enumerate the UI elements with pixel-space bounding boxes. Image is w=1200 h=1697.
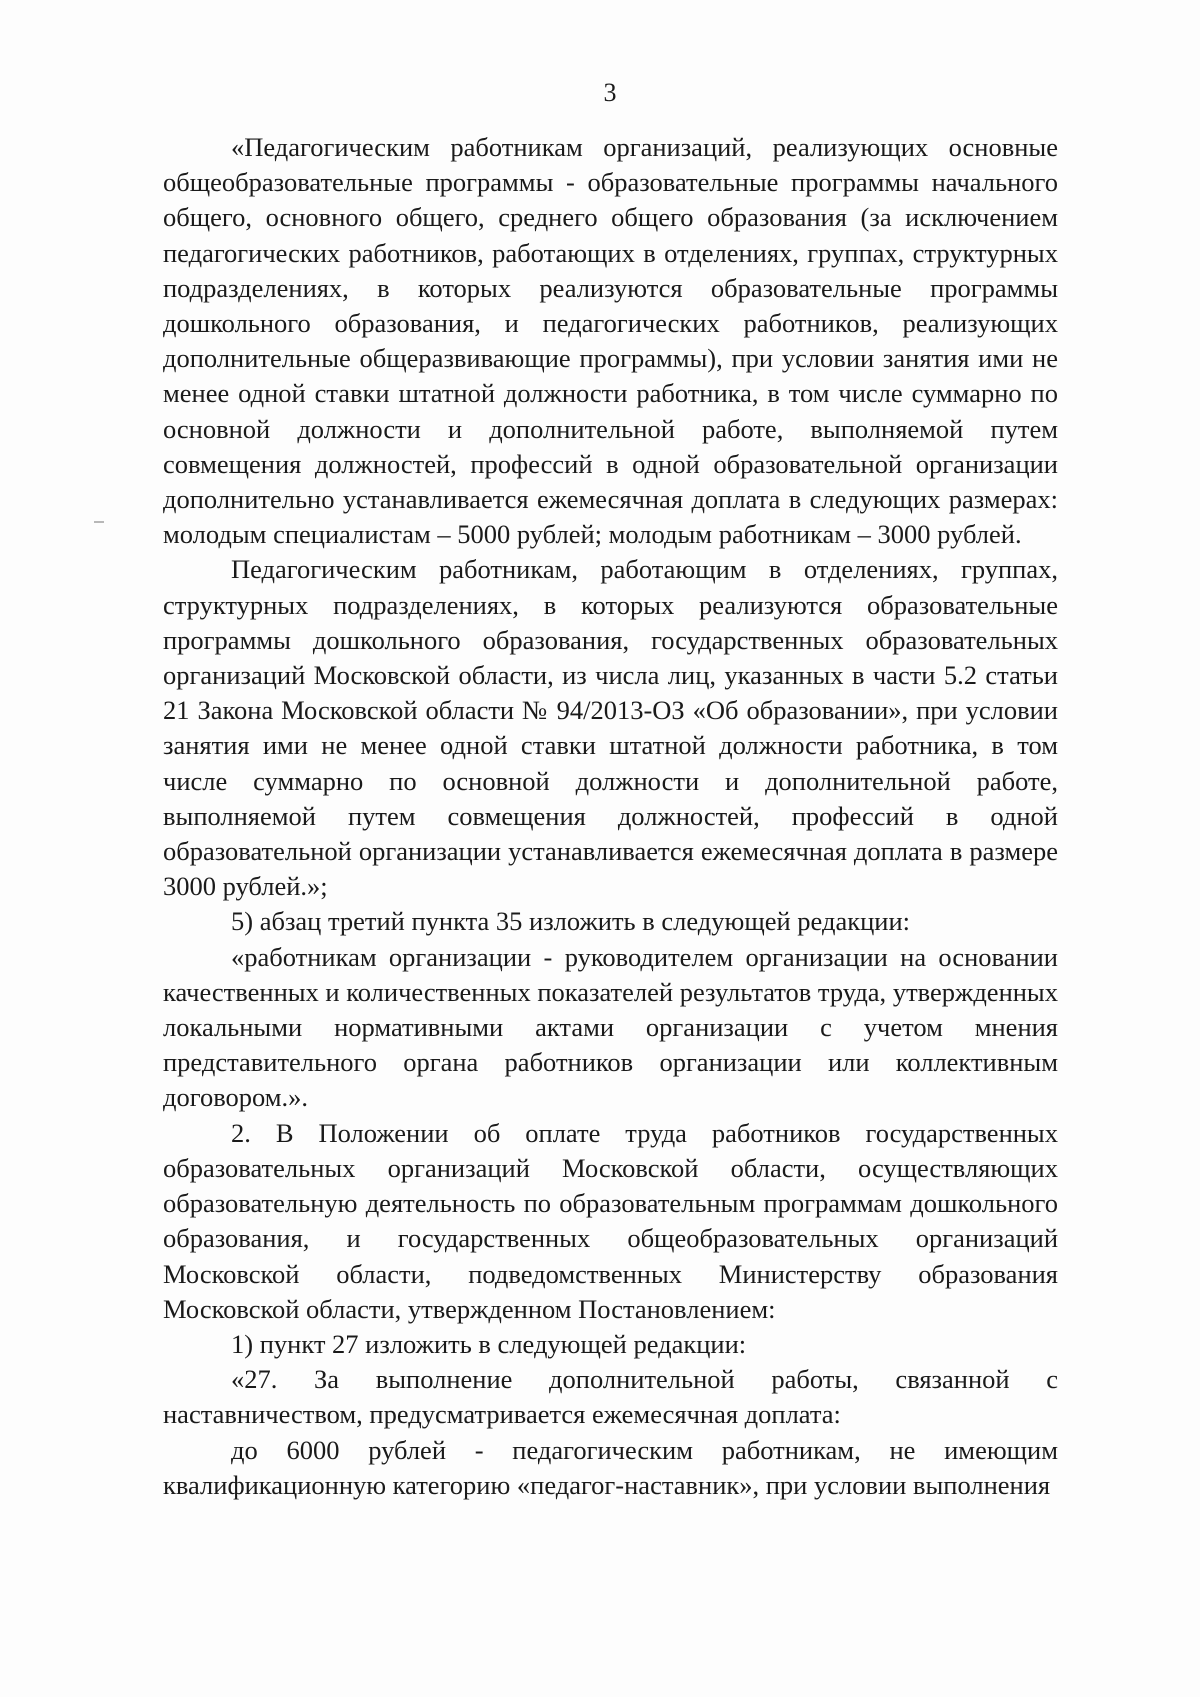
paragraph-teacher-allowance: «Педагогическим работникам организаций, реализующих основные общеобразовательные программы - образовательные программы начального общего, основного общего, среднего общего образования (за исключением педагогических работников, работающих в отделениях, группах, структурных подразделениях, в которых реализуются образовательные программы дошкольного образования, и педагогических работников, реализующих дополнительные общеразвивающие программы), при условии занятия ими не менее одной ставки штатной должности работника, в том числе суммарно по основной должности и дополнительной работе, выполняемой путем совмещения должностей, профессий в одной образовательной организации дополнительно устанавливается ежемесячная доплата в следующих размерах: молодым специалистам – 5000 рублей; молодым работникам – 3000 рублей. [163,132,1058,550]
paragraph-section-2: 2. В Положении об оплате труда работников государственных образовательных организаций Московской области, осуществляющих образовательную деятельность по образовательным программам дошкольного образования, и государственных общеобразовательных организаций Московской области, подведомственных Министерству образования Московской области, утвержденном Постановлением: [163,1117,1058,1324]
paragraph-item-35-text: «работникам организации - руководителем организации на основании качественных и количественных показателей результатов труда, утвержденных локальными нормативными актами организации с учетом мнения представительного органа работников организации или коллективным договором.». [163,941,1058,1113]
paragraph-mentor-allowance: до 6000 рублей - педагогическим работникам, не имеющим квалификационную категорию «педагог-наставник», при условии выполнения [163,1434,1058,1500]
paragraph-preschool-allowance: Педагогическим работникам, работающим в отделениях, группах, структурных подразделениях, в которых реализуются образовательные программы дошкольного образования, государственных образовательных организаций Московской области, из числа лиц, указанных в части 5.2 статьи 21 Закона Московской области № 94/2013-ОЗ «Об образовании», при условии занятия ими не менее одной ставки штатной должности работника, в том числе суммарно по основной должности и дополнительной работе, выполняемой путем совмещения должностей, профессий в одной образовательной организации устанавливается ежемесячная доплата в размере 3000 рублей.»; [163,554,1058,902]
document-body [163,130,1058,1503]
paragraph-item-5: 5) абзац третий пункта 35 изложить в следующей редакции: [231,906,910,937]
page-number: 3 [603,78,617,107]
paragraph-item-1: 1) пункт 27 изложить в следующей редакции: [231,1328,747,1359]
scan-artifact [94,521,104,523]
paragraph-item-27: «27. За выполнение дополнительной работы, связанной с наставничеством, предусматривается ежемесячная доплата: [163,1364,1058,1430]
